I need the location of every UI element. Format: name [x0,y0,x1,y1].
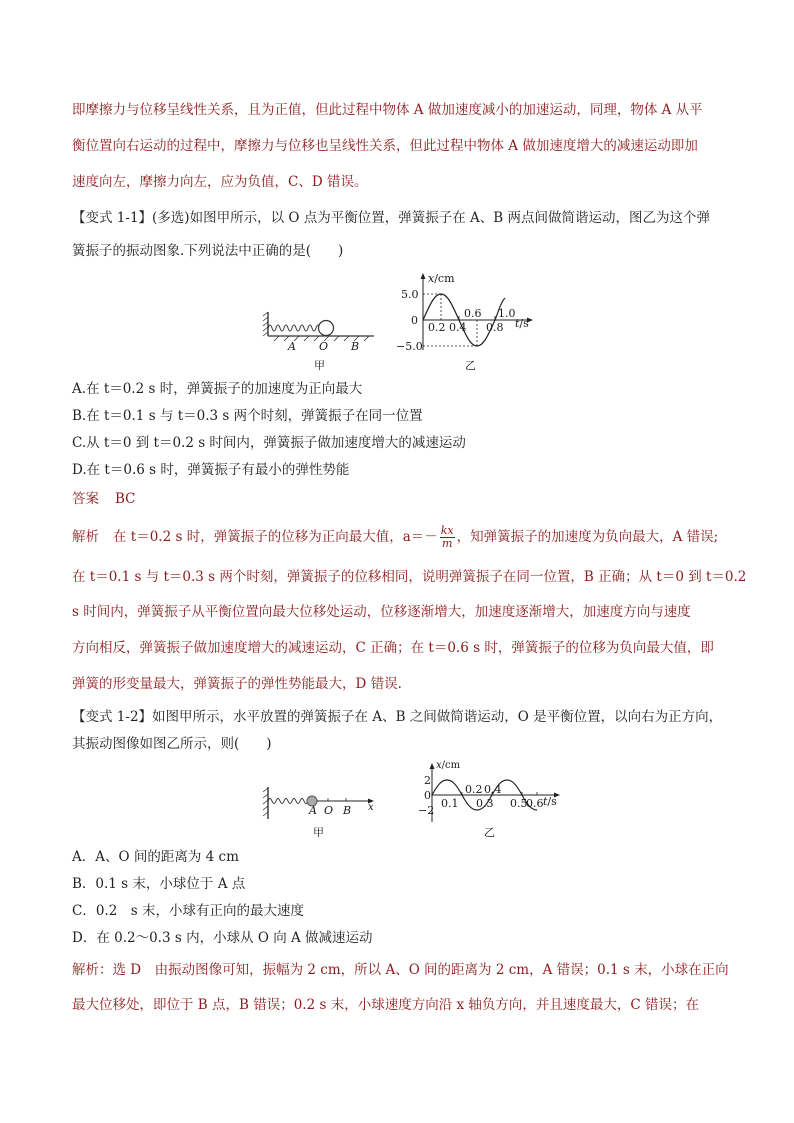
q1-explain-line-1 [72,525,718,550]
q1-fig-a-label-A: A [288,340,296,353]
q1-option-c: C.从 t＝0 到 t＝0.2 s 时间内，弹簧振子做加速度增大的减速运动 [72,435,466,451]
q1-explain-line-5: 弹簧的形变量最大，弹簧振子的弹性势能最大，D 错误. [72,676,402,692]
q2-fig-a-label-B: B [343,804,352,817]
q1-graph-y-tick-neg5: −5.0 [396,340,423,353]
q2-graph-x-tick-0.1: 0.1 [441,797,459,810]
q2-fig-a-label-O: O [324,804,334,817]
q1-answer [72,490,136,508]
q2-fig-a-caption: 甲 [313,826,324,839]
q2-option-d: D．在 0.2～0.3 s 内，小球从 O 向 A 做减速运动 [72,930,373,946]
q2-graph-x-tick-0.5: 0.5 [510,797,528,810]
q1-graph-y-tick-5: 5.0 [401,288,419,301]
q1-graph-y-tick-0: 0 [411,314,418,327]
q2-graph-y-tick-neg2: −2 [418,804,435,817]
q1-option-a: A.在 t＝0.2 s 时，弹簧振子的加速度为正向最大 [72,381,363,397]
solution-top-line-3: 速度向左，摩擦力向左，应为负值，C、D 错误。 [72,174,368,190]
q1-explain-first-a: 在 t＝0.2 s 时，弹簧振子的位移为正向最大值，a＝－ [113,529,438,545]
solution-top-line-1: 即摩擦力与位移呈线性关系，且为正值，但此过程中物体 A 做加速度减小的加速运动，同理，物体 A 从平 [72,102,703,118]
q1-fig-b-caption: 乙 [465,359,476,372]
q1-fig-a-caption: 甲 [314,359,325,372]
q2-graph-y-tick-0: 0 [424,789,431,802]
q2-fig-a-label-A: A [309,804,317,817]
q2-fig-b-caption: 乙 [484,826,495,839]
q2-graph-x-tick-0.3: 0.3 [476,797,494,810]
q2-graph-x-tick-0.2: 0.2 [465,783,483,796]
q1-answer-value: BC [115,491,136,507]
q2-graph-y-label: x/cm [436,760,461,771]
q1-option-d: D.在 t＝0.6 s 时，弹簧振子有最小的弹性势能 [72,462,350,478]
q1-answer-label: 答案 [72,491,99,507]
q1-stem-line-2: 簧振子的振动图象.下列说法中正确的是( ) [72,243,344,259]
q1-fig-a-label-B: B [351,340,360,353]
q2-graph-x-tick-0.6: 0.6 [526,797,544,810]
q1-graph-x-tick-1.0: 1.0 [498,307,516,320]
q2-stem-line-2: 其振动图像如图乙所示，则( ) [72,736,272,752]
q2-option-a: A．A、O 间的距离为 4 cm [72,849,239,865]
solution-top-line-2: 衡位置向右运动的过程中，摩擦力与位移也呈线性关系，但此过程中物体 A 做加速度增大的减速运动即加 [72,138,698,154]
q1-explain-line-2: 在 t＝0.1 s 与 t＝0.3 s 两个时刻，弹簧振子的位移相同，说明弹簧振子在同一位置，B 正确；从 t＝0 到 t＝0.2 [72,569,747,585]
q1-fig-a-label-O: O [319,340,329,353]
q2-fig-a-label-x: x [368,802,374,813]
q2-stem-line-1: 【变式 1-2】如图甲所示，水平放置的弹簧振子在 A、B 之间做简谐运动，O 是平衡位置，以向右为正方向， [72,709,723,725]
q1-graph-x-tick-0.4: 0.4 [449,321,467,334]
q2-graph-x-tick-0.4: 0.4 [484,783,502,796]
q2-option-b: B．0.1 s 末，小球位于 A 点 [72,876,246,892]
q1-graph-y-label: x/cm [428,272,455,285]
q1-explain-fraction [440,525,455,550]
q2-explain-line-1: 解析：选 D 由振动图像可知，振幅为 2 cm，所以 A、O 间的距离为 2 cm，A 错误；0.1 s 末，小球在正向 [72,962,729,978]
q2-option-c: C．0.2 s 末，小球有正向的最大速度 [72,903,305,919]
q1-graph-x-tick-0.2: 0.2 [428,321,446,334]
q1-explain-first-b: ，知弹簧振子的加速度为负向最大，A 错误; [456,529,719,545]
q1-graph-x-tick-0.6: 0.6 [464,307,482,320]
q2-figure-spring-oscillator [262,785,378,821]
q2-explain-line-2: 最大位移处，即位于 B 点，B 错误；0.2 s 末，小球速度方向沿 x 轴负方向，并且速度最大，C 错误；在 [72,997,700,1013]
q1-graph-x-tick-0.8: 0.8 [486,321,504,334]
q1-explain-line-4: 方向相反，弹簧振子做加速度增大的减速运动，C 正确；在 t＝0.6 s 时，弹簧振子的位移为负向最大值，即 [72,640,714,656]
q1-explain-label: 解析 [72,529,99,545]
q2-graph-y-tick-2: 2 [424,774,431,787]
q1-explain-line-3: s 时间内，弹簧振子从平衡位置向最大位移处运动，位移逐渐增大，加速度逐渐增大，加速度方向与速度 [72,604,691,620]
q1-fraction-den: m [441,537,453,550]
q1-graph-x-label: t/s [515,317,529,330]
q1-stem-line-1: 【变式 1-1】(多选)如图甲所示，以 O 点为平衡位置，弹簧振子在 A、B 两点间做简谐运动，图乙为这个弹 [72,210,710,226]
q1-fraction-num: kx [440,524,454,537]
q2-graph-x-label: t/s [543,795,557,808]
q1-option-b: B.在 t＝0.1 s 与 t＝0.3 s 两个时刻，弹簧振子在同一位置 [72,408,423,424]
